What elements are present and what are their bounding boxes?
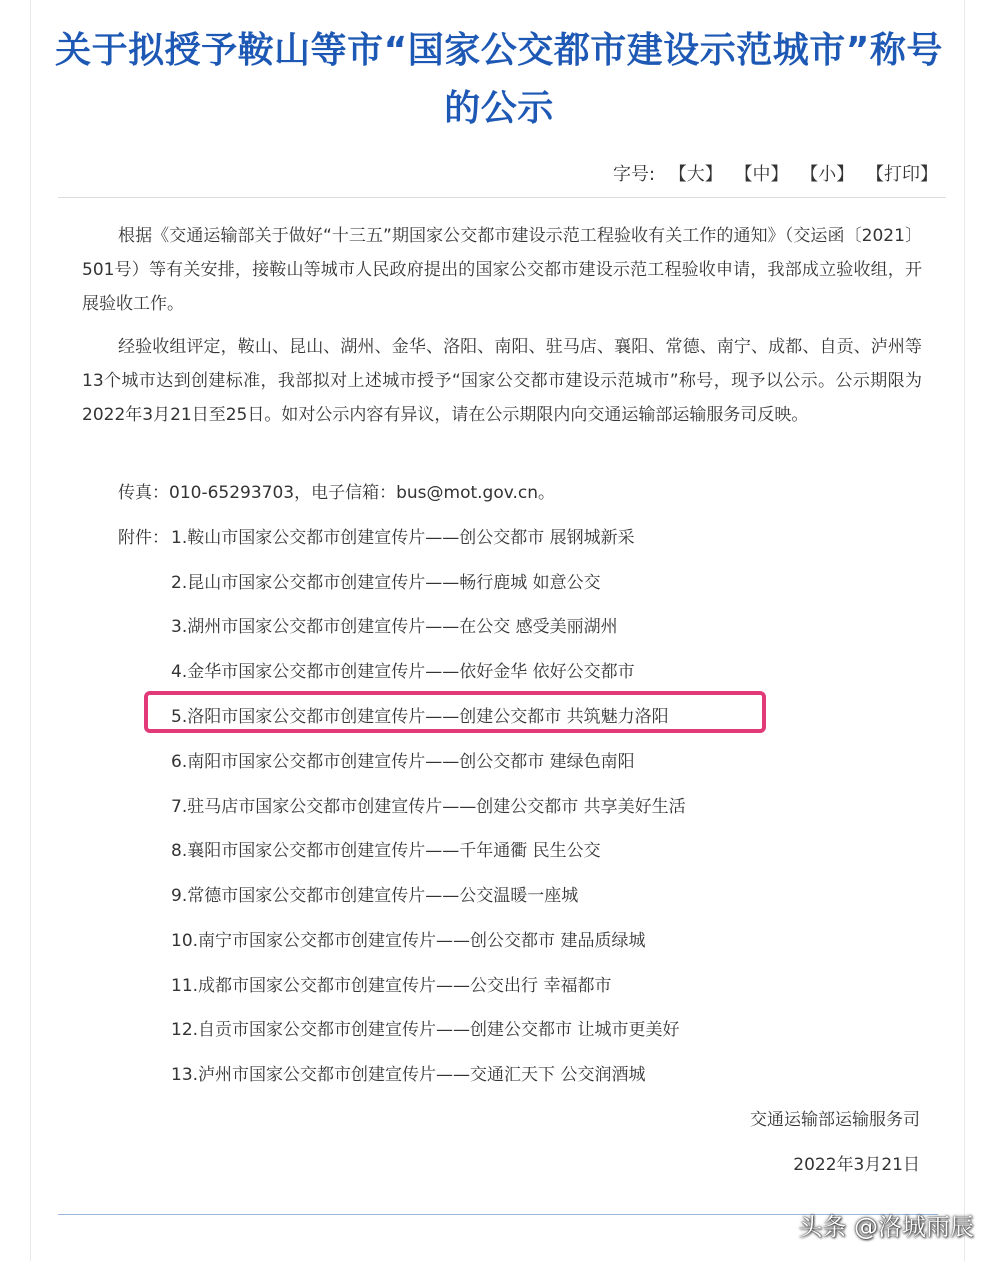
body-paragraph-1: 根据《交通运输部关于做好“十三五”期国家公交都市建设示范工程验收有关工作的通知》（交运函〔2021〕501号）等有关安排，接鞍山等城市人民政府提出的国家公交都市建设示范工程验收申请，我部成立验收组，开展验收工作。 — [82, 226, 922, 314]
attachment-item-9[interactable]: 9.常德市国家公交都市创建宣传片——公交温暖一座城 — [171, 886, 579, 906]
attachment-item-1[interactable]: 1.鞍山市国家公交都市创建宣传片——创公交都市 展钢城新采 — [171, 528, 635, 548]
body-paragraph-2: 经验收组评定，鞍山、昆山、湖州、金华、洛阳、南阳、驻马店、襄阳、常德、南宁、成都、自贡、泸州等13个城市达到创建标准，我部拟对上述城市授予“国家公交都市建设示范城市”称号，现予以公示。公示期限为2022年3月21日至25日。如对公示内容有异议，请在公示期限内向交通运输部运输服务司反映。 — [82, 337, 922, 425]
attachment-item-11[interactable]: 11.成都市国家公交都市创建宣传片——公交出行 幸福都市 — [171, 976, 612, 996]
print-button[interactable]: 【打印】 — [866, 164, 938, 185]
highlight-annotation-box — [144, 691, 766, 733]
page-right-border — [964, 0, 965, 1261]
issuer-signature: 交通运输部运输服务司 — [750, 1110, 920, 1130]
font-size-toolbar — [613, 160, 938, 186]
page-left-border — [30, 0, 31, 1261]
contact-info: 传真：010-65293703，电子信箱：bus@mot.gov.cn。 — [118, 483, 556, 503]
attachment-item-5[interactable]: 5.洛阳市国家公交都市创建宣传片——创建公交都市 共筑魅力洛阳 — [171, 707, 669, 727]
font-medium-button[interactable]: 【中】 — [734, 164, 789, 185]
font-large-button[interactable]: 【大】 — [668, 164, 723, 185]
attachment-item-8[interactable]: 8.襄阳市国家公交都市创建宣传片——千年通衢 民生公交 — [171, 841, 601, 861]
attachment-item-6[interactable]: 6.南阳市国家公交都市创建宣传片——创公交都市 建绿色南阳 — [171, 752, 635, 772]
header-divider — [58, 197, 946, 198]
attachment-item-2[interactable]: 2.昆山市国家公交都市创建宣传片——畅行鹿城 如意公交 — [171, 573, 601, 593]
attachment-item-13[interactable]: 13.泸州市国家公交都市创建宣传片——交通汇天下 公交润酒城 — [171, 1065, 646, 1085]
attachment-item-7[interactable]: 7.驻马店市国家公交都市创建宣传片——创建公交都市 共享美好生活 — [171, 797, 686, 817]
page-title: 关于拟授予鞍山等市“国家公交都市建设示范城市”称号的公示 — [55, 30, 943, 129]
attachment-item-3[interactable]: 3.湖州市国家公交都市创建宣传片——在公交 感受美丽湖州 — [171, 617, 618, 637]
attachment-item-4[interactable]: 4.金华市国家公交都市创建宣传片——依好金华 依好公交都市 — [171, 662, 635, 682]
issue-date: 2022年3月21日 — [793, 1155, 920, 1175]
font-small-button[interactable]: 【小】 — [800, 164, 855, 185]
attachment-item-10[interactable]: 10.南宁市国家公交都市创建宣传片——创公交都市 建品质绿城 — [171, 931, 646, 951]
attachment-item-12[interactable]: 12.自贡市国家公交都市创建宣传片——创建公交都市 让城市更美好 — [171, 1020, 680, 1040]
attachments-label: 附件： — [118, 528, 169, 548]
font-size-label: 字号: — [612, 164, 656, 185]
source-watermark: 头条 @洛城雨辰 — [798, 1213, 974, 1241]
